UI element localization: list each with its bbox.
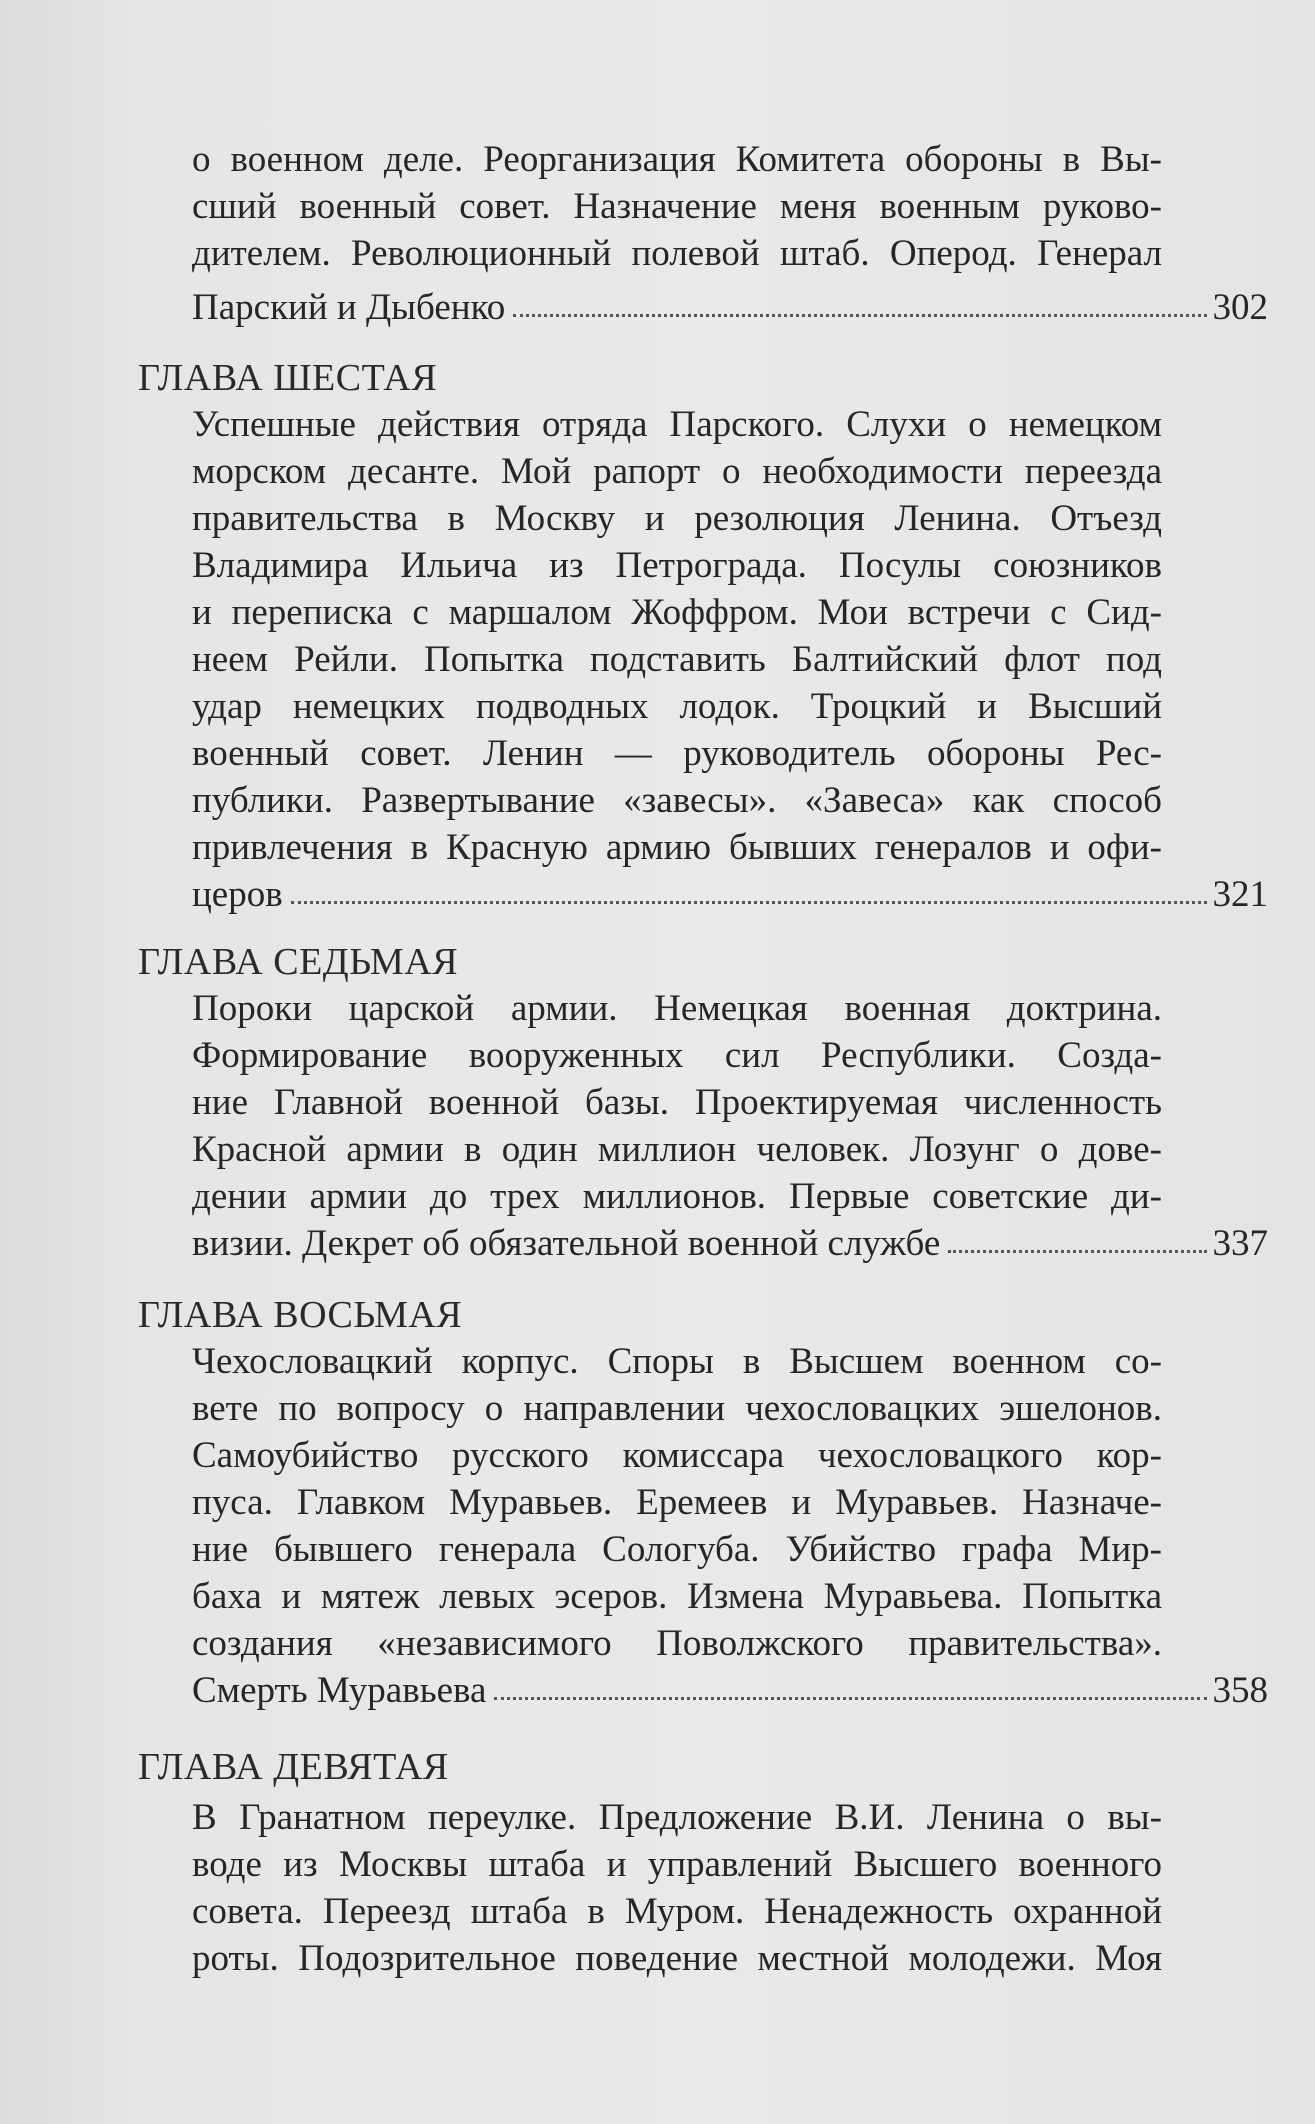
toc-line: сший военный совет. Назначение меня военным руково-	[192, 186, 1162, 227]
toc-entry-leader	[192, 1669, 1268, 1713]
chapter-heading: ГЛАВА ДЕВЯТАЯ	[138, 1746, 449, 1788]
dot-leader	[494, 1689, 1206, 1700]
toc-line: Пороки царской армии. Немецкая военная доктрина.	[192, 988, 1162, 1029]
toc-line: Формирование вооруженных сил Республики. Созда-	[192, 1035, 1162, 1076]
toc-entry-leader	[192, 873, 1268, 917]
toc-line: Владимира Ильича из Петрограда. Посулы союзников	[192, 545, 1162, 586]
toc-line: Успешные действия отряда Парского. Слухи о немецком	[192, 404, 1162, 445]
toc-line: дении армии до трех миллионов. Первые советские ди-	[192, 1176, 1162, 1217]
dot-leader	[291, 893, 1207, 904]
toc-line: совета. Переезд штаба в Муром. Ненадежность охранной	[192, 1891, 1162, 1932]
toc-line: дителем. Революционный полевой штаб. Оперод. Генерал	[192, 233, 1162, 274]
chapter-heading: ГЛАВА ШЕСТАЯ	[138, 357, 438, 399]
chapter-heading: ГЛАВА ВОСЬМАЯ	[138, 1294, 463, 1336]
toc-line: морском десанте. Мой рапорт о необходимости переезда	[192, 451, 1162, 492]
toc-line: Парский и Дыбенко	[192, 287, 506, 328]
toc-line: и переписка с маршалом Жоффром. Мои встречи с Сид-	[192, 592, 1162, 633]
toc-line: вете по вопросу о направлении чехословацких эшелонов.	[192, 1388, 1162, 1429]
toc-line: роты. Подозрительное поведение местной молодежи. Моя	[192, 1938, 1162, 1979]
toc-line: В Гранатном переулке. Предложение В.И. Ленина о вы-	[192, 1797, 1162, 1838]
toc-line: баха и мятеж левых эсеров. Измена Муравьева. Попытка	[192, 1576, 1162, 1617]
toc-line: неем Рейли. Попытка подставить Балтийский флот под	[192, 639, 1162, 680]
chapter-heading: ГЛАВА СЕДЬМАЯ	[138, 941, 459, 983]
toc-line: Смерть Муравьева	[192, 1670, 487, 1711]
toc-line: правительства в Москву и резолюция Ленина. Отъезд	[192, 498, 1162, 539]
toc-line: ние бывшего генерала Сологуба. Убийство графа Мир-	[192, 1529, 1162, 1570]
toc-line: Самоубийство русского комиссара чехословацкого кор-	[192, 1435, 1162, 1476]
toc-line: визии. Декрет об обязательной военной службе	[192, 1223, 941, 1264]
toc-line: церов	[192, 874, 283, 915]
toc-entry-leader	[192, 1222, 1268, 1266]
page-number: 358	[1212, 1670, 1268, 1711]
toc-line: публики. Развертывание «завесы». «Завеса» как способ	[192, 780, 1162, 821]
page-number: 337	[1212, 1223, 1268, 1264]
toc-line: о военном деле. Реорганизация Комитета обороны в Вы-	[192, 139, 1162, 180]
toc-entry-leader	[192, 286, 1268, 330]
toc-line: привлечения в Красную армию бывших генералов и офи-	[192, 827, 1162, 868]
toc-line: военный совет. Ленин — руководитель обороны Рес-	[192, 733, 1162, 774]
toc-line: Красной армии в один миллион человек. Лозунг о дове-	[192, 1129, 1162, 1170]
dot-leader	[513, 306, 1206, 317]
toc-line: пуса. Главком Муравьев. Еремеев и Муравьев. Назначе-	[192, 1482, 1162, 1523]
page-number: 302	[1212, 287, 1268, 328]
dot-leader	[948, 1242, 1206, 1253]
toc-line: Чехословацкий корпус. Споры в Высшем военном со-	[192, 1341, 1162, 1382]
toc-line: ние Главной военной базы. Проектируемая численность	[192, 1082, 1162, 1123]
toc-line: воде из Москвы штаба и управлений Высшего военного	[192, 1844, 1162, 1885]
toc-line: создания «независимого Поволжского правительства».	[192, 1623, 1162, 1664]
page-number: 321	[1212, 874, 1268, 915]
toc-line: удар немецких подводных лодок. Троцкий и Высший	[192, 686, 1162, 727]
